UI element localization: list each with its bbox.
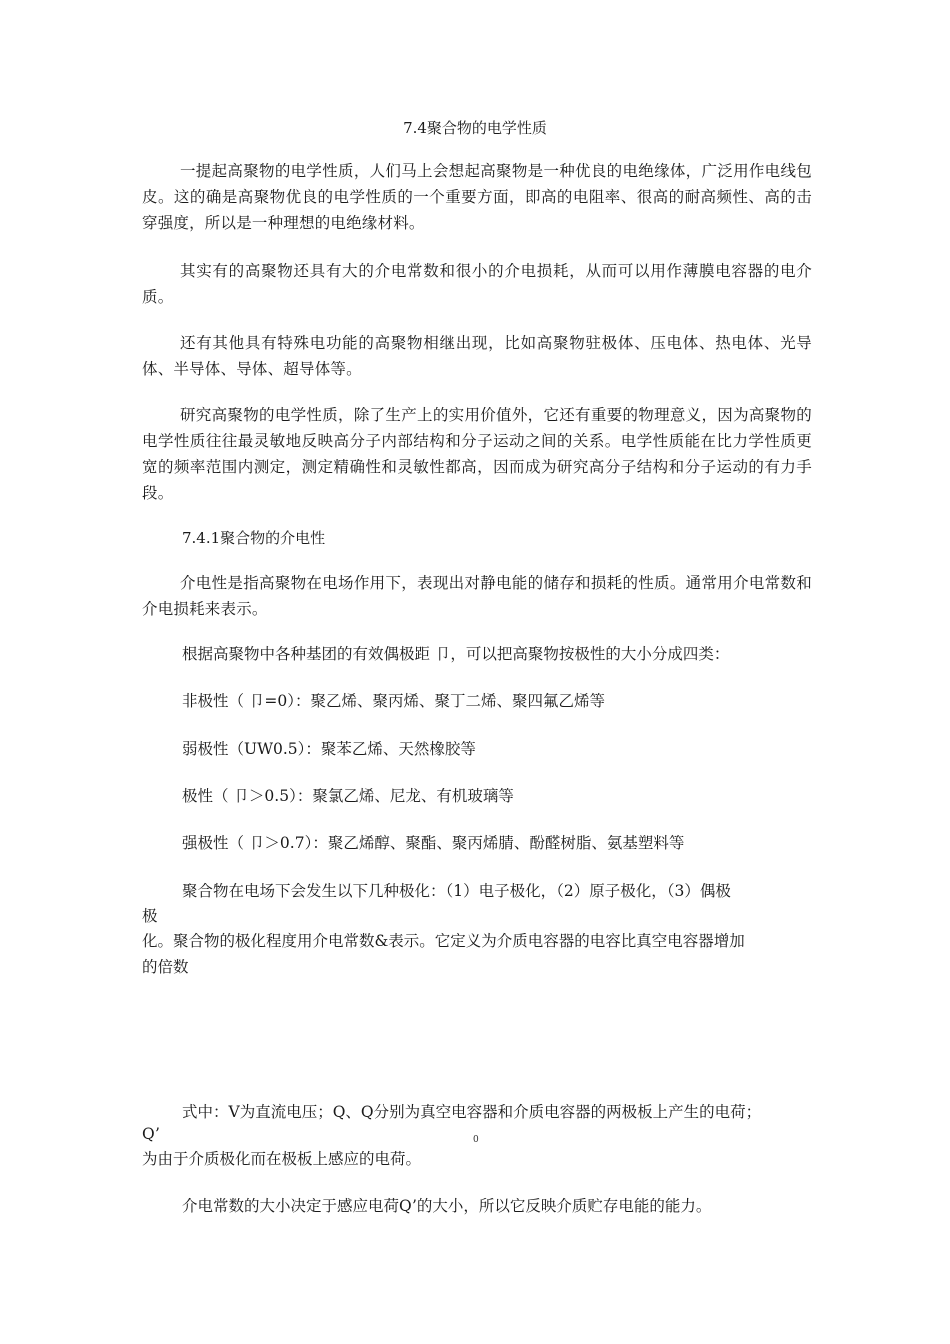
paragraph-polarization-line4: 的倍数 xyxy=(142,958,189,976)
page-title: 7.4聚合物的电学性质 xyxy=(403,119,547,137)
paragraph-polarity-classes: 根据高聚物中各种基团的有效偶极距 卩，可以把高聚物按极性的大小分成四类： xyxy=(182,645,730,663)
paragraph-polarization-line1: 聚合物在电场下会发生以下几种极化：（1）电子极化，（2）原子极化，（3）偶极 xyxy=(182,882,731,900)
list-item-nonpolar: 非极性（ 卩=0）：聚乙烯、聚丙烯、聚丁二烯、聚四氟乙烯等 xyxy=(182,692,606,710)
paragraph-intro: 一提起高聚物的电学性质，人们马上会想起高聚物是一种优良的电绝缘体，广泛用作电线包皮。这的确是高聚物优良的电学性质的一个重要方面，即高的电阻率、很高的耐高频性、高的击穿强度，所以是一种理想的电绝缘材料。 xyxy=(142,162,812,232)
list-item-strong-polar: 强极性（ 卩＞0.7）：聚乙烯醇、聚酯、聚丙烯腈、酚醛树脂、氨基塑料等 xyxy=(182,834,685,852)
paragraph-special-functions: 还有其他具有特殊电功能的高聚物相继出现，比如高聚物驻极体、压电体、热电体、光导体、半导体、导体、超导体等。 xyxy=(142,334,812,378)
paragraph-polarization-line2: 极 xyxy=(142,907,158,925)
paragraph-polarization-line3: 化。聚合物的极化程度用介电常数&表示。它定义为介质电容器的电容比真空电容器增加 xyxy=(142,932,745,950)
paragraph-dielectric-use: 其实有的高聚物还具有大的介电常数和很小的介电损耗，从而可以用作薄膜电容器的电介质。 xyxy=(142,262,812,306)
subscript-mark: 0 xyxy=(473,1135,479,1145)
paragraph-dielectric-constant: 介电常数的大小决定于感应电荷Q’的大小，所以它反映介质贮存电能的能力。 xyxy=(182,1197,712,1215)
list-item-weak-polar: 弱极性（UW0.5）：聚苯乙烯、天然橡胶等 xyxy=(182,740,476,758)
paragraph-dielectric-definition: 介电性是指高聚物在电场作用下，表现出对静电能的储存和损耗的性质。通常用介电常数和介电损耗来表示。 xyxy=(142,574,812,618)
paragraph-formula-note-line3: 为由于介质极化而在极板上感应的电荷。 xyxy=(142,1150,422,1168)
section-heading: 7.4.1聚合物的介电性 xyxy=(182,529,326,547)
list-item-polar: 极性（ 卩＞0.5）：聚氯乙烯、尼龙、有机玻璃等 xyxy=(182,787,514,805)
paragraph-research-significance: 研究高聚物的电学性质，除了生产上的实用价值外，它还有重要的物理意义，因为高聚物的电学性质往往最灵敏地反映高分子内部结构和分子运动之间的关系。电学性质能在比力学性质更宽的频率范围内测定，测定精确性和灵敏性都高，因而成为研究高分子结构和分子运动的有力手段。 xyxy=(142,406,812,502)
paragraph-formula-note-line1: 式中：V为直流电压；Q、Q分别为真空电容器和介质电容器的两极板上产生的电荷； xyxy=(182,1103,762,1121)
paragraph-formula-note-line2: Q’ xyxy=(142,1125,160,1143)
